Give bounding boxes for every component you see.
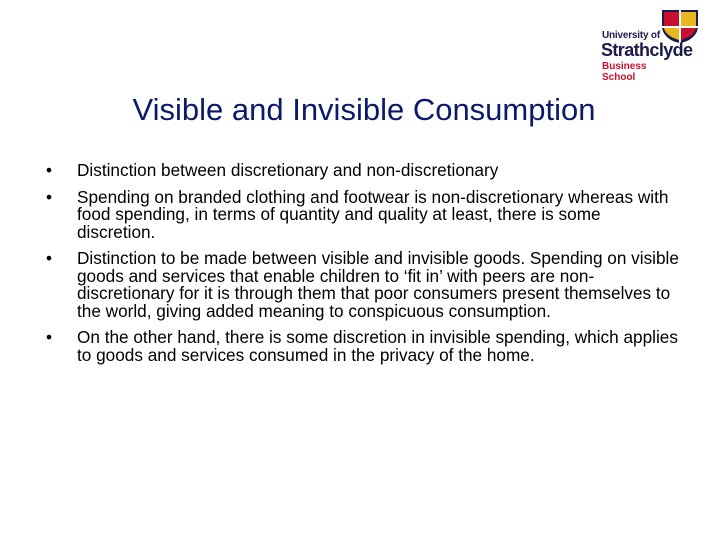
bullet-marker: • xyxy=(46,186,53,207)
logo-name-text: Strathclyde xyxy=(601,40,693,60)
logo-business-text: Business xyxy=(602,61,647,72)
logo-university-text: University of xyxy=(602,30,660,41)
bullet-item xyxy=(42,186,682,242)
university-logo xyxy=(598,6,706,86)
slide-title: Visible and Invisible Consumption xyxy=(132,92,596,127)
bullet-marker: • xyxy=(46,160,53,180)
bullet-text: Distinction between discretionary and non-discretionary xyxy=(77,160,499,180)
bullet-item xyxy=(42,162,682,180)
bullet-text: Distinction to be made between visible and invisible goods. Spending on visible goods and services that enable children to ‘fit in’ with peers are non-discretionary for it is through them that poor consumers present themselves to the world, giving added meaning to conspicuous consumption. xyxy=(77,248,679,321)
bullet-list xyxy=(42,162,682,373)
bullet-item xyxy=(42,329,682,364)
bullet-text: On the other hand, there is some discretion in invisible spending, which applies to goods and services consumed in the privacy of the home. xyxy=(77,327,678,365)
bullet-item xyxy=(42,250,682,320)
logo-school-text: School xyxy=(602,72,636,83)
bullet-marker: • xyxy=(46,248,53,268)
bullet-marker: • xyxy=(46,327,53,347)
university-crest-icon xyxy=(660,8,700,44)
bullet-text: Spending on branded clothing and footwear is non-discretionary whereas with food spending, in terms of quantity and quality at least, there is some discretion. xyxy=(77,186,669,242)
